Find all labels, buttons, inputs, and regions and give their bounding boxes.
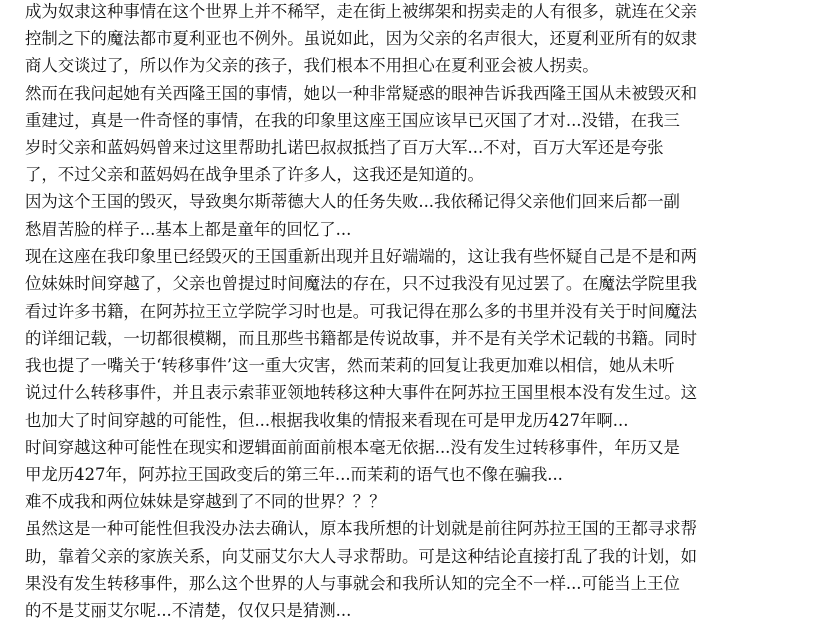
text-line-21: 助，靠着父亲的家族关系，向艾丽艾尔大人寻求帮助。可是这种结论直接打乱了我的计划，如: [25, 547, 698, 566]
text-line-11: 位妹妹时间穿越了，父亲也曾提过时间魔法的存在，只不过我没有见过罢了。在魔法学院里我: [25, 274, 698, 293]
text-line-23: 的不是艾丽艾尔呢...不清楚，仅仅只是猜测...: [25, 601, 352, 620]
text-line-16: 也加大了时间穿越的可能性，但...根据我收集的情报来看现在可是甲龙历427年啊...: [25, 411, 629, 430]
text-line-1: 成为奴隶这种事情在这个世界上并不稀罕，走在街上被绑架和拐卖走的人有很多，就连在父亲: [25, 2, 698, 21]
text-line-17: 时间穿越这种可能性在现实和逻辑面前面前根本毫无依据...没有发生过转移事件，年历又是: [25, 438, 680, 457]
text-line-8: 因为这个王国的毁灭，导致奥尔斯蒂德大人的任务失败...我依稀记得父亲他们回来后都一副: [25, 192, 680, 211]
text-line-19: 难不成我和两位妹妹是穿越到了不同的世界？？？: [25, 492, 386, 511]
text-line-20: 虽然这是一种可能性但我没办法去确认，原本我所想的计划就是前往阿苏拉王国的王都寻求帮: [25, 519, 698, 538]
text-line-14: 我也提了一嘴关于‘转移事件’这一重大灾害，然而茉莉的回复让我更加难以相信，她从未听: [25, 356, 675, 375]
text-line-15: 说过什么转移事件，并且表示索菲亚领地转移这种大事件在阿苏拉王国里根本没有发生过。这: [25, 383, 698, 402]
text-line-22: 果没有发生转移事件，那么这个世界的人与事就会和我所认知的完全不一样...可能当上王位: [25, 574, 680, 593]
text-line-7: 了，不过父亲和蓝妈妈在战争里杀了许多人，这我还是知道的。: [25, 165, 484, 184]
text-line-4: 然而在我问起她有关西隆王国的事情，她以一种非常疑惑的眼神告诉我西隆王国从未被毁灭和: [25, 84, 698, 103]
text-line-9: 愁眉苦脸的样子...基本上都是童年的回忆了...: [25, 220, 352, 239]
text-line-2: 控制之下的魔法都市夏利亚也不例外。虽说如此，因为父亲的名声很大，还夏利亚所有的奴隶: [25, 29, 698, 48]
text-line-5: 重建过，真是一件奇怪的事情，在我的印象里这座王国应该早已灭国了才对...没错，在我三: [25, 111, 680, 130]
text-line-13: 的详细记载，一切都很模糊，而且那些书籍都是传说故事，并不是有关学术记载的书籍。同时: [25, 329, 698, 348]
text-line-18: 甲龙历427年，阿苏拉王国政变后的第三年...而茉莉的语气也不像在骗我...: [25, 465, 563, 484]
text-line-12: 看过许多书籍，在阿苏拉王立学院学习时也是。可我记得在那么多的书里并没有关于时间魔法: [25, 302, 698, 321]
text-line-6: 岁时父亲和蓝妈妈曾来过这里帮助扎诺巴叔叔抵挡了百万大军...不对，百万大军还是夸张: [25, 138, 664, 157]
text-line-10: 现在这座在我印象里已经毁灭的王国重新出现并且好端端的，这让我有些怀疑自己是不是和两: [25, 247, 698, 266]
text-line-3: 商人交谈过了，所以作为父亲的孩子，我们根本不用担心在夏利亚会被人拐卖。: [25, 56, 599, 75]
